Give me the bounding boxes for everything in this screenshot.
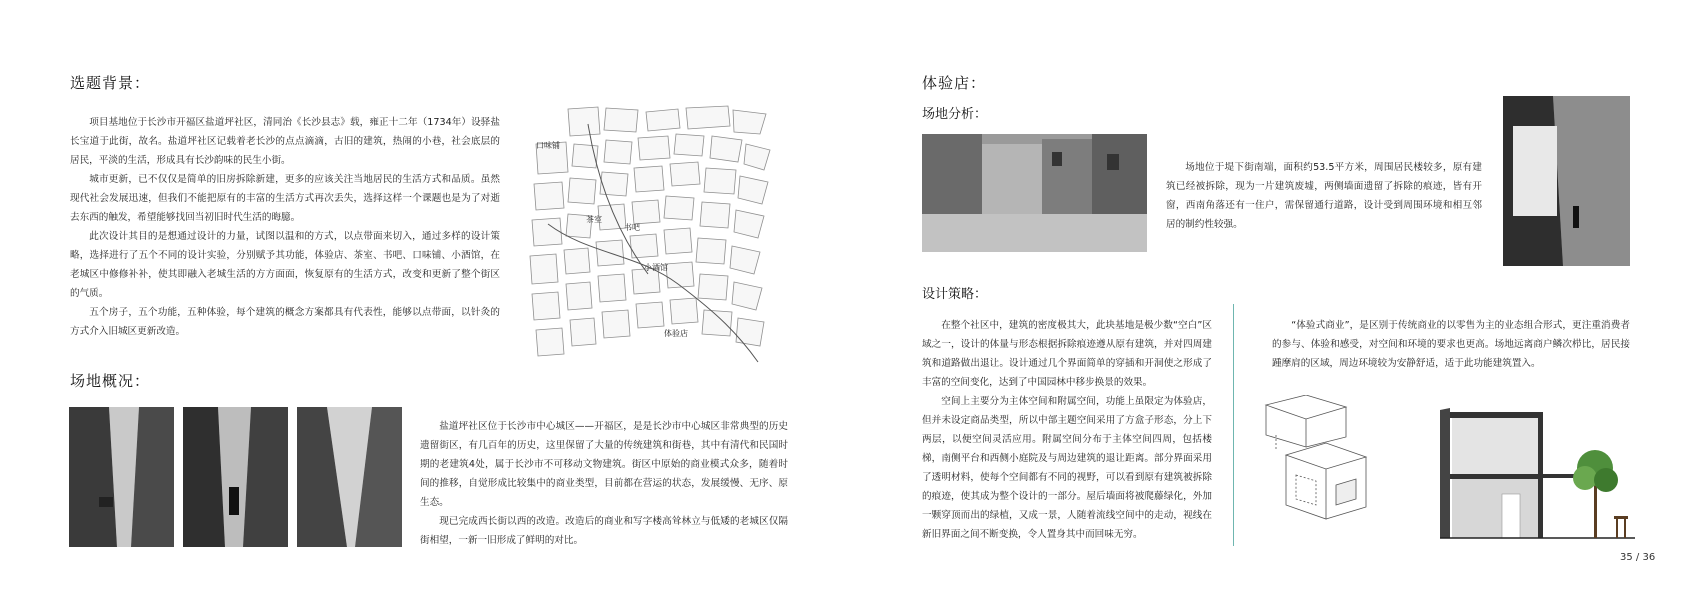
intro-paragraph: 项目基地位于长沙市开福区盐道坪社区，清同治《长沙县志》载，雍正十二年（1734年）设驿盐长宝道于此街，故名。盐道坪社区记载着老长沙的点点滴滴，古旧的建筑，热闹的小巷，社会底层的居民，平淡的生活，形成具有长沙韵味的民生小街。: [70, 117, 500, 166]
background-text: [70, 113, 500, 341]
page-number: 35 / 36: [1620, 552, 1656, 563]
strategy-text: [922, 316, 1212, 544]
map-label: 口味铺: [536, 141, 560, 150]
site-alley-photo: [1503, 96, 1630, 266]
analysis-paragraph: 场地位于堤下街南端，面积约53.5平方米，周围居民楼较多，原有建筑已经被拆除，现为一片建筑废墟，两侧墙面遗留了拆除的痕迹，皆有开窗，西南角落还有一住户，需保留通行道路，设计受到周围环境和相互邻居的制约性较强。: [1166, 162, 1482, 230]
site-map-drawing: [528, 104, 773, 366]
map-label: 小酒馆: [644, 263, 668, 272]
analysis-text: [1166, 158, 1482, 234]
ruins-panorama-photo: [922, 134, 1147, 252]
section-title-site: 场地概况：: [70, 372, 151, 390]
site-map: [528, 104, 773, 366]
section-title-experience-store: 体验店：: [922, 74, 987, 92]
strategy-paragraph: 空间上主要分为主体空间和附属空间，功能上虽限定为体验店，但并未设定商品类型，所以中部主题空间采用了方盒子形态，分上下两层，以便空间灵活应用。附属空间分布于主体空间四周，包括楼梯，南侧平台和西侧小庭院及与周边建筑的退让距离。部分界面采用了透明材料，使每个空间都有不同的视野，可以看到原有建筑被拆除的痕迹，使其成为整个设计的一部分。屋后墙面将被爬藤绿化，外加一颗穿顶而出的绿植，又成一景，人随着流线空间中的走动，视线在新旧界面之间不断变换，令人置身其中而回味无穷。: [922, 396, 1212, 540]
alley-photo: [183, 407, 288, 547]
column-divider: [1233, 304, 1234, 546]
map-label: 体验店: [664, 329, 688, 338]
strategy-paragraph: 在整个社区中，建筑的密度极其大，此块基地是极少数“空白”区域之一，设计的体量与形态根据拆除痕迹遵从原有建筑，并对四周建筑和道路做出退让。设计通过几个界面简单的穿插和开洞使之形成了丰富的空间变化，达到了中国园林中移步换景的效果。: [922, 320, 1212, 388]
site-paragraph: 现已完成西长街以西的改造。改造后的商业和写字楼高耸林立与低矮的老城区仅隔街相望，一新一旧形成了鲜明的对比。: [420, 516, 788, 546]
section-drawing: [1440, 408, 1635, 541]
site-paragraph: 盐道坪社区位于长沙市中心城区——开福区，是是长沙市中心城区非常典型的历史遗留街区，有几百年的历史，这里保留了大量的传统建筑和街巷，其中有清代和民国时期的老建筑4处，属于长沙市不可移动文物建筑。街区中原始的商业模式众多，随着时间的推移，自觉形成比较集中的商业类型，目前都在营运的状态，发展缓慢、无序、原生态。: [420, 421, 788, 508]
street-photo: [69, 407, 174, 547]
map-label: 书吧: [624, 223, 640, 232]
intro-paragraph: 此次设计其目的是想通过设计的力量，试图以温和的方式，以点带面来切入，通过多样的设计策略，选择进行了五个不同的设计实验，分别赋予其功能，体验店、茶室、书吧、口味铺、小酒馆，在老城区中修修补补，使其即融入老城生活的方方面面，恢复原有的生活方式，改变和更新了整个街区的气质。: [70, 231, 500, 299]
subsection-title-strategy: 设计策略：: [922, 287, 988, 302]
site-overview-text: [420, 417, 788, 550]
concept-paragraph: “体验式商业”，是区别于传统商业的以零售为主的业态组合形式，更注重消费者的参与、体验和感受，对空间和环境的要求也更高。场地远离商户鳞次栉比，居民接踵摩肩的区域，周边环境较为安静舒适，适于此功能建筑置入。: [1272, 320, 1630, 369]
intro-paragraph: 城市更新，已不仅仅是简单的旧房拆除新建，更多的应该关注当地居民的生活方式和品质。虽然现代社会发展迅速，但我们不能把原有的丰富的生活方式再次丢失，选择这样一个课题也是为了对逝去东西的触发，希望能够找回当初旧时代生活的晦臆。: [70, 174, 500, 223]
axonometric-diagram: [1256, 395, 1384, 537]
intro-paragraph: 五个房子，五个功能，五种体验，每个建筑的概念方案都具有代表性，能够以点带面，以针灸的方式介入旧城区更新改造。: [70, 307, 500, 337]
subsection-title-analysis: 场地分析：: [922, 107, 988, 122]
section-title-background: 选题背景：: [70, 74, 151, 92]
lane-photo: [297, 407, 402, 547]
map-label: 茶室: [586, 215, 602, 224]
concept-text: [1272, 316, 1630, 373]
